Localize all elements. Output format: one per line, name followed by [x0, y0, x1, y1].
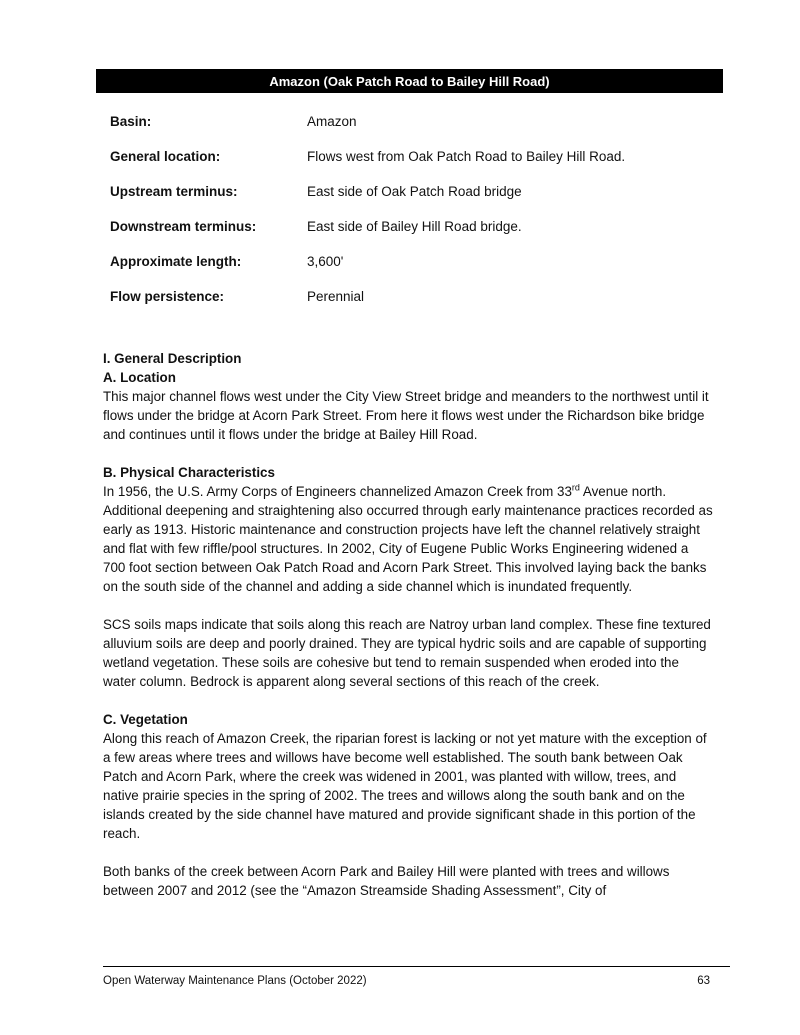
subsection-heading-location: A. Location: [103, 370, 176, 385]
physical-text-end: Avenue north. Additional deepening and straightening also occurred through early maintenance practices recorded as early as 1913. Historic maintenance and construction projects have left the channel relatively straight and flat with few riffle/pool structures. In 2002, City of Eugene Public Works Engineering widened a 700 foot section between Oak Patch Road and Acorn Park Street. This involved laying back the banks on the south side of the channel and adding a side channel which is inundated frequently.: [103, 484, 713, 594]
footer-page-number: 63: [697, 975, 710, 987]
ordinal-suffix: rd: [571, 482, 580, 493]
info-row-upstream-terminus: [110, 180, 710, 215]
info-label: Downstream terminus:: [110, 219, 257, 234]
reach-info-table: [110, 110, 710, 320]
location-paragraph: This major channel flows west under the City View Street bridge and meanders to the northwest until it flows under the bridge at Acorn Park Street. From here it flows west under the Richardson bike bridge and continues until it flows under the bridge at Bailey Hill Road.: [103, 389, 709, 442]
info-value: Amazon: [307, 114, 357, 129]
info-label: Flow persistence:: [110, 289, 225, 304]
footer-divider: [103, 966, 730, 967]
info-label: Basin:: [110, 114, 152, 129]
info-row-approximate-length: [110, 250, 710, 285]
info-label: General location:: [110, 149, 221, 164]
info-value: East side of Bailey Hill Road bridge.: [307, 219, 522, 234]
info-label: Approximate length:: [110, 254, 242, 269]
physical-paragraph-2: SCS soils maps indicate that soils along this reach are Natroy urban land complex. These fine textured alluvium soils are deep and poorly drained. They are typical hydric soils and are capable of supporting wetland vegetation. These soils are cohesive but tend to remain suspended when eroded into the water column. Bedrock is apparent along several sections of this reach of the creek.: [103, 617, 711, 689]
physical-paragraph-1: [103, 482, 713, 596]
info-value: East side of Oak Patch Road bridge: [307, 184, 522, 199]
reach-title: Amazon (Oak Patch Road to Bailey Hill Road): [269, 73, 550, 89]
footer-document-title: Open Waterway Maintenance Plans (October 2022): [103, 975, 367, 987]
subsection-heading-vegetation: C. Vegetation: [103, 712, 188, 727]
reach-title-bar: [96, 69, 723, 93]
info-row-downstream-terminus: [110, 215, 710, 250]
section-heading-general-description: I. General Description: [103, 351, 242, 366]
info-row-basin: [110, 110, 710, 145]
info-row-general-location: [110, 145, 710, 180]
vegetation-paragraph-1: Along this reach of Amazon Creek, the riparian forest is lacking or not yet mature with the exception of a few areas where trees and willows have become well established. The south bank between Oak Patch and Acorn Park, where the creek was widened in 2001, was planted with willow, trees, and native prairie species in the spring of 2002. The trees and willows along the south bank and on the islands created by the side channel have matured and provide significant shade in this portion of the reach.: [103, 731, 707, 841]
info-label: Upstream terminus:: [110, 184, 238, 199]
info-row-flow-persistence: [110, 285, 710, 320]
info-value: 3,600': [307, 254, 344, 269]
info-value: Flows west from Oak Patch Road to Bailey Hill Road.: [307, 149, 626, 164]
subsection-heading-physical-characteristics: B. Physical Characteristics: [103, 465, 275, 480]
physical-text-start: In 1956, the U.S. Army Corps of Engineers channelized Amazon Creek from 33: [103, 484, 572, 499]
info-value: Perennial: [307, 289, 365, 304]
body-content: [103, 349, 713, 900]
vegetation-paragraph-2: Both banks of the creek between Acorn Park and Bailey Hill were planted with trees and willows between 2007 and 2012 (see the “Amazon Streamside Shading Assessment”, City of: [103, 864, 670, 898]
